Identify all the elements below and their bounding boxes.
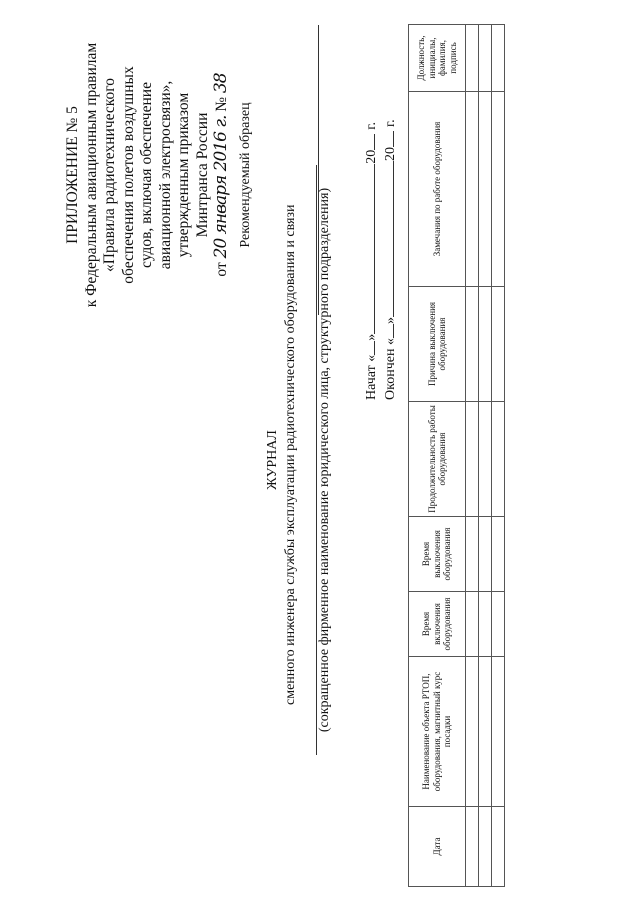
journal-title: ЖУРНАЛ — [265, 430, 280, 490]
started-label: Начат « — [364, 354, 379, 400]
appendix-header — [64, 25, 232, 325]
column-header-signature: Должность, инициалы, фамилия, подпись — [409, 25, 466, 92]
table-header-row — [409, 25, 466, 887]
journal-dates — [362, 20, 400, 400]
table-cell[interactable] — [492, 25, 505, 92]
table-cell[interactable] — [466, 92, 479, 287]
table-cell[interactable] — [466, 402, 479, 517]
year-suffix: г. — [364, 122, 379, 130]
recommended-sample-label: Рекомендуемый образец — [238, 102, 253, 248]
order-line — [212, 25, 232, 325]
table-cell[interactable] — [466, 657, 479, 807]
day-blank — [393, 324, 394, 338]
column-header-date: Дата — [409, 807, 466, 887]
journal-subtitle: сменного инженера службы эксплуатации радиотехнического оборудования и связи — [283, 204, 298, 705]
appendix-line: Минтранса России — [193, 112, 211, 238]
handwritten-order-number: 38 — [211, 73, 231, 94]
day-blank — [374, 341, 375, 355]
column-header-duration: Продолжительность работы оборудования — [409, 402, 466, 517]
table-row — [479, 25, 492, 887]
appendix-line: «Правила радиотехнического — [101, 78, 118, 272]
year-suffix: г. — [383, 119, 398, 128]
year-prefix: 20 — [364, 149, 379, 164]
table-cell[interactable] — [492, 287, 505, 402]
table-cell[interactable] — [479, 517, 492, 592]
appendix-line: судов, включая обеспечение — [138, 82, 155, 268]
appendix-title: ПРИЛОЖЕНИЕ № 5 — [64, 106, 81, 244]
table-cell[interactable] — [479, 657, 492, 807]
appendix-line: обеспечения полетов воздушных — [119, 66, 137, 284]
table-cell[interactable] — [479, 592, 492, 657]
table-cell[interactable] — [466, 25, 479, 92]
table-cell[interactable] — [492, 592, 505, 657]
journal-title-block — [264, 204, 300, 705]
table-cell[interactable] — [479, 25, 492, 92]
handwritten-order-date: 20 января 2016 г. — [211, 115, 231, 259]
year-blank — [393, 131, 394, 147]
quote-close: » — [383, 317, 398, 325]
appendix-line: к Федеральным авиационным правилам — [82, 42, 100, 308]
month-blank — [393, 161, 394, 317]
table-cell[interactable] — [466, 287, 479, 402]
table-cell[interactable] — [492, 517, 505, 592]
table-cell[interactable] — [466, 807, 479, 887]
year-prefix: 20 — [383, 147, 398, 162]
column-header-off-reason: Причина выключения оборудования — [409, 287, 466, 402]
ended-row — [381, 20, 400, 400]
table-cell[interactable] — [479, 807, 492, 887]
order-from: от — [213, 262, 230, 277]
column-header-on-time: Время включения оборудования — [409, 592, 466, 657]
table-cell[interactable] — [466, 592, 479, 657]
table-cell[interactable] — [492, 807, 505, 887]
order-number-label: № — [213, 96, 230, 112]
table-row — [492, 25, 505, 887]
table-cell[interactable] — [479, 402, 492, 517]
column-header-remarks: Замечания по работе оборудования — [409, 92, 466, 287]
table-row — [466, 25, 479, 887]
organization-caption: (сокращенное фирменное наименование юридического лица, структурного подразделения) — [317, 187, 332, 733]
table-cell[interactable] — [479, 92, 492, 287]
table-cell[interactable] — [479, 287, 492, 402]
ended-label: Окончен « — [383, 338, 398, 400]
quote-close: » — [364, 333, 379, 341]
column-header-off-time: Время выключения оборудования — [409, 517, 466, 592]
appendix-line: утвержденным приказом — [175, 92, 192, 258]
column-header-object: Наименование объекта РТОП, оборудования, магнитный курс посадки — [409, 657, 466, 807]
table-cell[interactable] — [466, 517, 479, 592]
table-cell[interactable] — [492, 402, 505, 517]
table-cell[interactable] — [492, 657, 505, 807]
year-blank — [374, 134, 375, 150]
month-blank — [374, 164, 375, 334]
journal-table — [408, 24, 505, 887]
started-row — [362, 20, 381, 400]
appendix-line: авиационной электросвязи», — [156, 80, 174, 270]
table-cell[interactable] — [492, 92, 505, 287]
